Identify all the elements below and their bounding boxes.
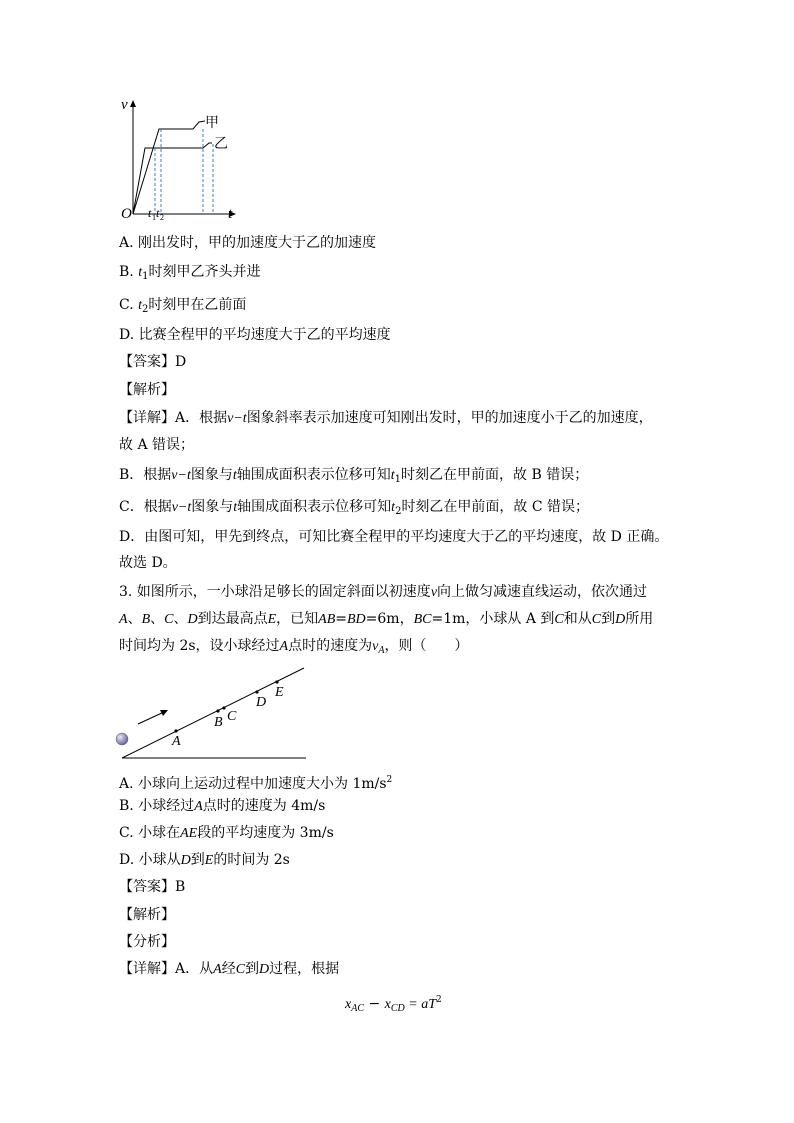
label-t: t (228, 206, 233, 221)
q3-s3-v: v (372, 639, 379, 654)
tick-t2-t: t (156, 206, 160, 220)
opt-b-rest: 时刻甲乙齐头并进 (148, 264, 261, 280)
detail-a-pre: 【详解】A．根据 (119, 410, 228, 426)
q3-s2-bd: BD (347, 612, 366, 627)
point-c (222, 706, 225, 709)
detail-c-pre: C．根据 (119, 499, 172, 515)
q2-detail-a-line1 (119, 408, 653, 429)
formula-x2: x (384, 997, 391, 1012)
opt-b-sub: 1 (142, 271, 149, 282)
q3-s2-ab: AB (318, 612, 336, 627)
q3-detail-mid1: 经 (221, 961, 236, 977)
q2-detail-a-line2: 故 A 错误； (119, 437, 195, 453)
q3-fenxi: 【分析】 (119, 934, 175, 950)
detail-c-vt: v−t (171, 500, 192, 515)
q3-opt-b-a: A (194, 799, 203, 814)
q3-s2-1m: =1m，小球从 A 到 (431, 611, 555, 627)
q3-s2-s1: 、 (127, 611, 142, 627)
q3-opt-d-pre: D. 小球从 (119, 852, 181, 868)
q2-option-d: D. 比赛全程甲的平均速度大于乙的平均速度 (119, 327, 391, 343)
formula-sub2: CD (390, 1003, 405, 1014)
detail-b-pre: B．根据 (119, 467, 172, 483)
q3-opt-d-d: D (180, 853, 191, 868)
q3-s2-c3: C (591, 612, 602, 627)
formula-x1: x (345, 997, 352, 1012)
detail-b-mid2: 轴围成面积表示位移可知 (236, 467, 391, 483)
q3-s2-b: B (141, 612, 151, 627)
q3-stem1-pre: 3. 如图所示，一小球沿足够长的固定斜面以初速度 (119, 584, 431, 600)
q3-opt-c-post: 段的平均速度为 3m/s (197, 825, 334, 841)
detail-b-mid1: 图象与 (190, 467, 233, 483)
q3-opt-c-pre: C. 小球在 (119, 825, 181, 841)
q3-opt-a-pre: A. 小球向上运动过程中加速度大小为 1m/s (119, 776, 387, 792)
velocity-arrow-shaft (138, 712, 164, 724)
q3-detail-a: A (213, 962, 222, 977)
q3-s2-eq: = (335, 611, 347, 627)
q3-answer: 【答案】B (119, 879, 186, 895)
label-jia: 甲 (205, 116, 219, 131)
q3-s2-to: 到 (601, 611, 616, 627)
q3-stem-line2 (119, 609, 653, 630)
q2-option-a: A. 刚出发时，甲的加速度大于乙的加速度 (119, 235, 377, 251)
label-c: C (227, 709, 237, 724)
label-e: E (275, 685, 284, 700)
detail-c-t: t (233, 500, 238, 515)
vt-graph-figure (115, 96, 265, 221)
formula-minus: − (364, 996, 385, 1012)
formula-sub1: AC (351, 1003, 364, 1014)
formula-sup: 2 (436, 995, 442, 1005)
q3-s2-a: A (119, 612, 128, 627)
detail-b-t1-sub: 1 (394, 474, 402, 485)
q3-s2-and: 和从 (563, 611, 592, 627)
q3-detail-post: 过程，根据 (269, 961, 340, 977)
q3-s2-s4: 到达最高点 (197, 611, 268, 627)
label-v: v (121, 97, 128, 113)
detail-c-post: 时刻乙在甲前面，故 C 错误； (401, 499, 590, 515)
q3-formula (345, 990, 442, 1019)
detail-b-t1: t (390, 468, 395, 483)
opt-b-t: t (138, 265, 143, 280)
label-yi: 乙 (214, 137, 228, 152)
q3-option-c (119, 823, 334, 844)
curve-jia (133, 121, 205, 214)
detail-c-t2: t (391, 500, 396, 515)
q3-s2-d: D (187, 612, 198, 627)
q3-stem1-post: 向上做匀减速直线运动，依次通过 (437, 584, 648, 600)
q2-analysis-head: 【解析】 (119, 382, 175, 398)
q3-opt-c-ae: AE (180, 826, 198, 841)
point-a (174, 729, 177, 732)
tick-t1-sub: 1 (152, 213, 156, 221)
q3-stem1-v: v (430, 585, 438, 600)
incline-figure (114, 664, 314, 764)
ball (116, 733, 128, 745)
q3-opt-b-post: 点时的速度为 4m/s (202, 798, 326, 814)
detail-a-vt: v−t (227, 411, 247, 426)
opt-b-prefix: B. (119, 264, 139, 280)
q3-opt-d-mid: 到 (190, 852, 205, 868)
q3-s3-post: ，则（ ） (384, 638, 469, 654)
opt-c-sub: 2 (142, 304, 149, 315)
detail-b-post: 时刻乙在甲前面，故 B 错误； (401, 467, 589, 483)
q3-s3-pre: 时间均为 2s，设小球经过 (119, 638, 280, 654)
q3-detail-c: C (235, 962, 246, 977)
q3-s2-6m: =6m， (365, 611, 414, 627)
q2-choose: 故选 D。 (119, 555, 177, 571)
tick-t1-t: t (148, 206, 152, 220)
q3-opt-a-sup: 2 (386, 775, 393, 785)
q3-s2-end: 所用 (625, 611, 654, 627)
tick-t2-sub: 2 (160, 213, 164, 221)
formula-eq: = aT (404, 997, 436, 1012)
q3-s2-s2: 、 (150, 611, 165, 627)
opt-c-rest: 时刻甲在乙前面 (148, 297, 247, 313)
q3-s2-e: E (267, 612, 277, 627)
q2-detail-d: D．由图可知，甲先到终点，可知比赛全程甲的平均速度大于乙的平均速度，故 D 正确。 (119, 529, 669, 545)
detail-b-vt: v−t (171, 468, 191, 483)
label-a: A (172, 734, 181, 749)
q3-option-d (119, 850, 290, 871)
q3-s2-s5: ，已知 (276, 611, 319, 627)
detail-c-mid2: 轴围成面积表示位移可知 (237, 499, 392, 515)
q3-stem-line1 (119, 582, 647, 603)
point-b (216, 709, 219, 712)
q2-option-b (119, 262, 260, 287)
q3-option-a (119, 770, 392, 794)
q2-detail-c (119, 497, 589, 522)
q3-s3-a: A (279, 639, 289, 654)
label-origin: O (121, 206, 132, 221)
q3-s2-s3: 、 (173, 611, 188, 627)
detail-c-t2-sub: 2 (395, 506, 402, 517)
q3-opt-b-pre: B. 小球经过 (119, 798, 195, 814)
q3-s2-c2: C (554, 612, 564, 627)
q3-opt-d-post: 的时间为 2s (213, 852, 290, 868)
label-b: B (214, 715, 223, 730)
detail-c-mid1: 图象与 (191, 499, 234, 515)
q3-detail-pre: 【详解】A．从 (119, 961, 214, 977)
q2-option-c (119, 295, 246, 320)
curve-yi (133, 143, 212, 214)
label-d: D (256, 695, 267, 710)
q2-answer: 【答案】D (119, 354, 187, 370)
opt-c-prefix: C. (119, 297, 139, 313)
q3-option-b (119, 796, 325, 817)
v-axis-arrow (130, 100, 136, 107)
q2-detail-b (119, 465, 588, 490)
q3-s3-sub: A (378, 645, 385, 656)
point-e (275, 680, 278, 683)
q3-detail-d: D (259, 962, 270, 977)
q3-s2-d2: D (615, 612, 626, 627)
q3-stem-line3 (119, 636, 468, 661)
q3-s2-c: C (164, 612, 174, 627)
q3-s2-bc: BC (413, 612, 432, 627)
q3-s3-mid: 点时的速度为 (288, 638, 373, 654)
detail-a-post: 图象斜率表示加速度可知刚出发时，甲的加速度小于乙的加速度， (246, 410, 653, 426)
q3-analysis-head: 【解析】 (119, 907, 175, 923)
detail-b-t: t (232, 468, 237, 483)
q3-detail (119, 959, 339, 980)
opt-c-t: t (138, 298, 143, 313)
point-d (255, 690, 258, 693)
q3-opt-d-e: E (204, 853, 214, 868)
q3-detail-mid2: 到 (245, 961, 260, 977)
